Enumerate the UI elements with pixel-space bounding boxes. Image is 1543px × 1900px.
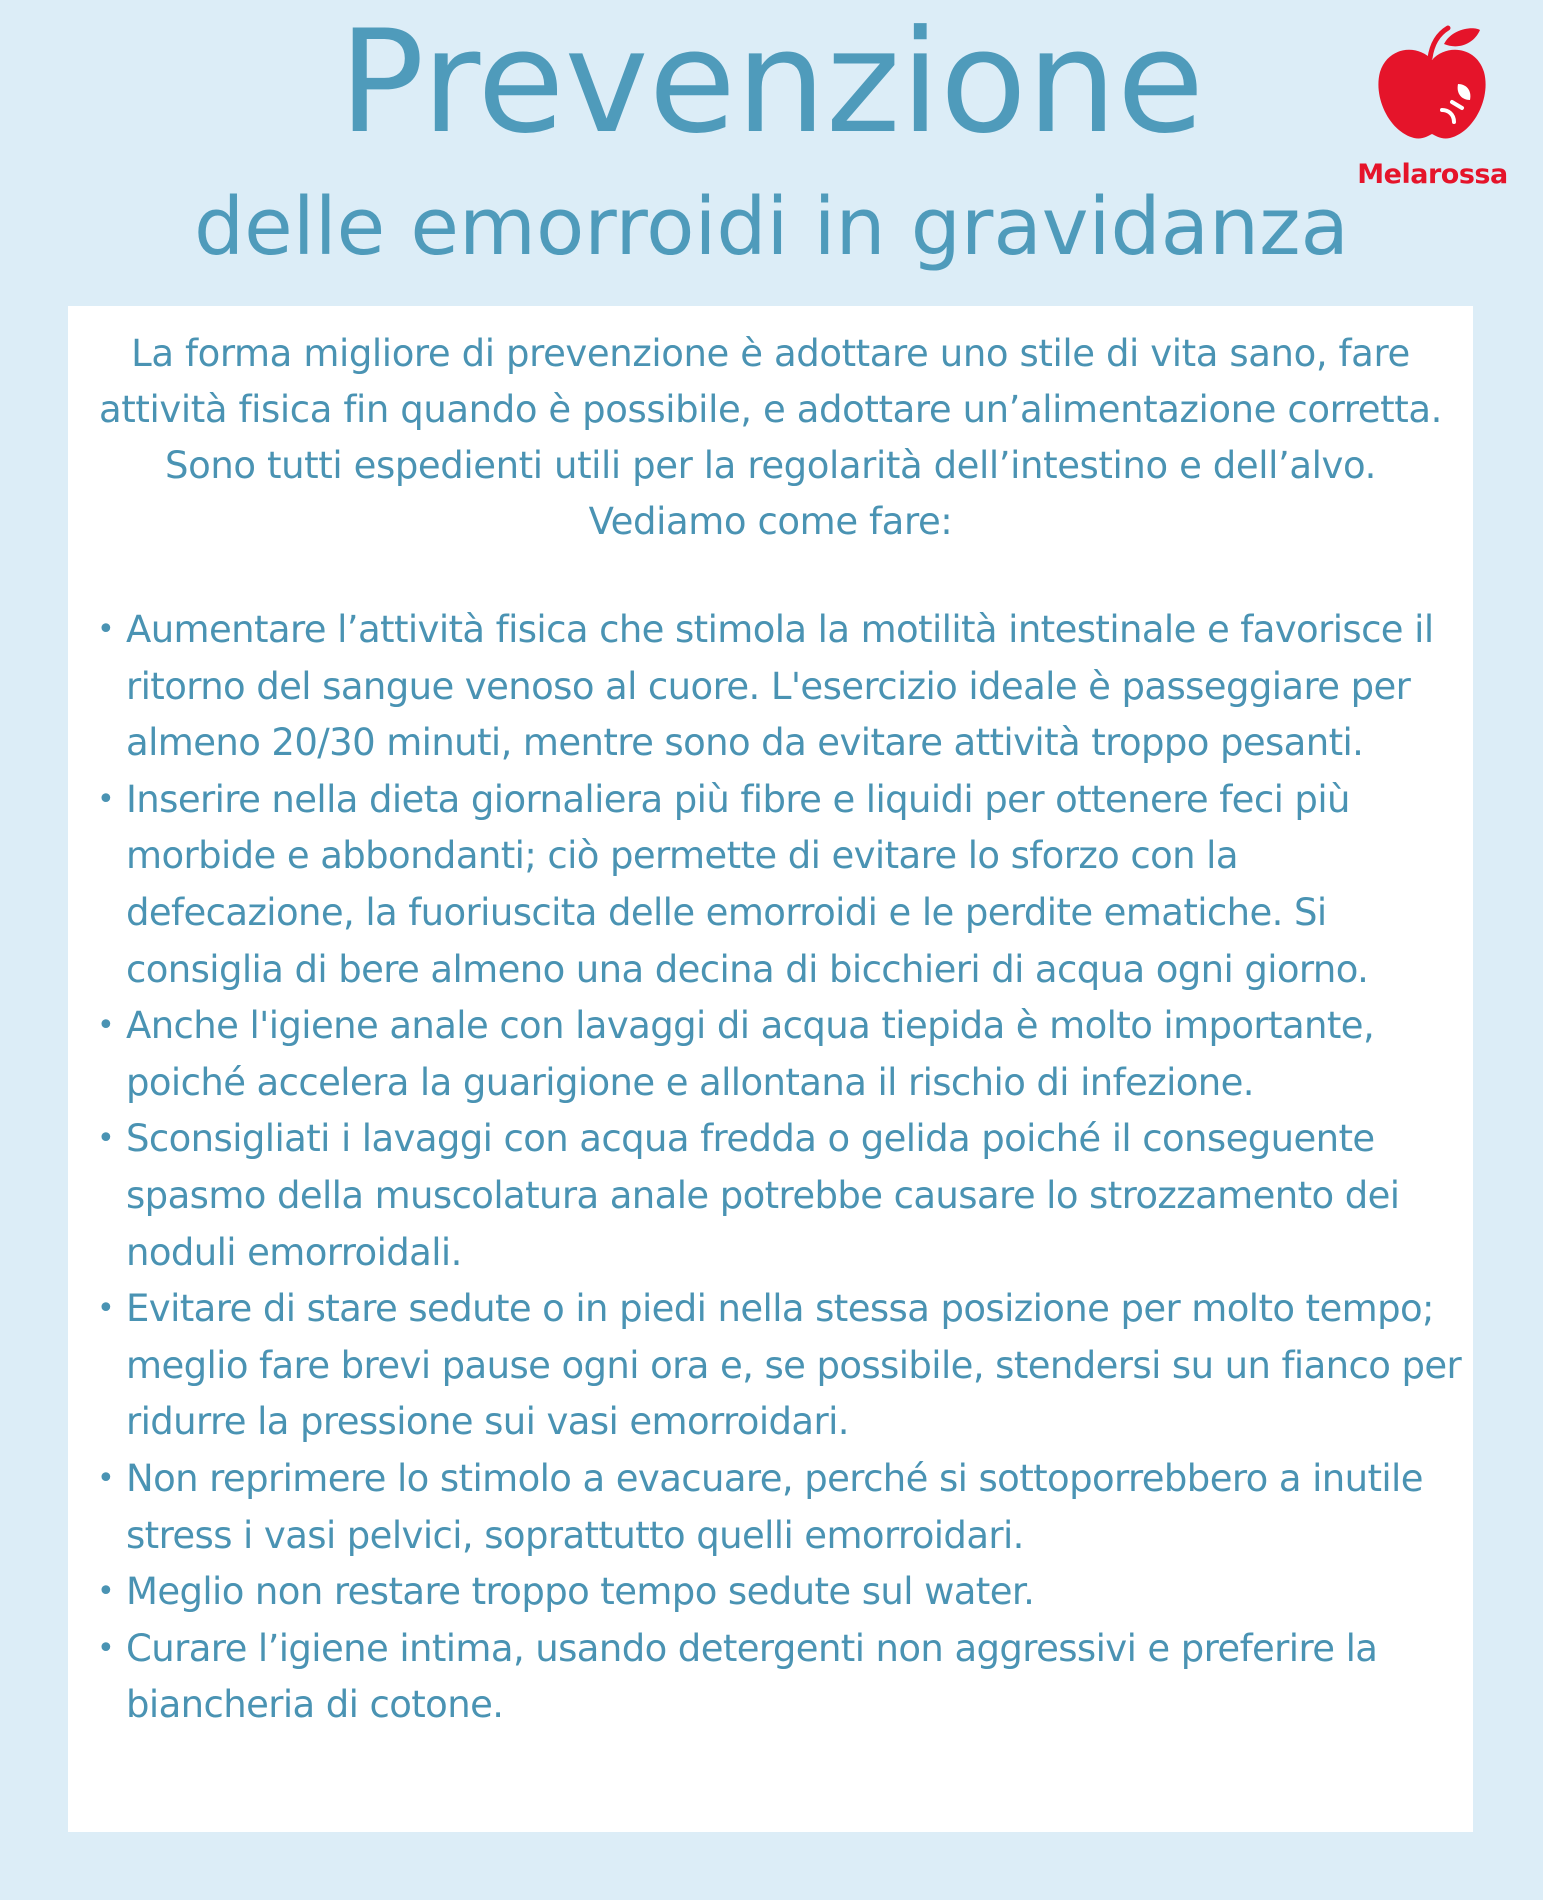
- tips-list: [92, 602, 1462, 1734]
- bullet-icon: •: [97, 781, 115, 817]
- intro-paragraph: La forma migliore di prevenzione è adottare uno stile di vita sano, fare attività fisica fin quando è possibile, e adottare un’alimentazione corretta. Sono tutti espedienti utili per la regolarità dell’intestino e dell’alvo. Vediamo come fare:: [99, 332, 1442, 543]
- content-card: [68, 306, 1473, 1832]
- bullet-icon: •: [97, 1008, 115, 1044]
- list-item: [92, 1451, 1462, 1564]
- apple-logo-icon: [1370, 22, 1495, 147]
- list-item: [92, 1281, 1462, 1451]
- bullet-icon: •: [97, 612, 115, 647]
- list-item: [92, 1621, 1462, 1734]
- tip-text: Non reprimere lo stimolo a evacuare, perché si sottoporrebbero a inutile stress i vasi pelvici, soprattutto quelli emorroidari.: [126, 1456, 1423, 1557]
- bullet-icon: •: [97, 1121, 115, 1157]
- bullet-icon: •: [97, 1630, 115, 1666]
- tip-text: Inserire nella dieta giornaliera più fibre e liquidi per ottenere feci più morbide e abbondanti; ciò permette di evitare lo sforzo con la defecazione, la fuoriuscita delle emorroidi e le perdite ematiche. Si consiglia di bere almeno una decina di bicchieri di acqua ogni giorno.: [126, 777, 1369, 991]
- bullet-icon: •: [97, 1460, 115, 1496]
- list-item: [92, 1111, 1462, 1281]
- tip-text: Anche l'igiene anale con lavaggi di acqua tiepida è molto importante, poiché accelera la guarigione e allontana il rischio di infezione.: [126, 1004, 1375, 1104]
- page-title: Prevenzione: [338, 0, 1205, 165]
- list-item: [92, 1564, 1462, 1621]
- list-item: [92, 602, 1462, 772]
- page-subtitle: delle emorroidi in gravidanza: [194, 181, 1349, 273]
- bullet-icon: •: [97, 1574, 115, 1610]
- list-item: [92, 998, 1462, 1111]
- bullet-icon: •: [97, 1291, 115, 1327]
- brand-name: Melarossa: [1357, 159, 1508, 190]
- tip-text: Curare l’igiene intima, usando detergenti non aggressivi e preferire la biancheria di cotone.: [126, 1626, 1378, 1727]
- tip-text: Sconsigliati i lavaggi con acqua fredda o gelida poiché il conseguente spasmo della muscolatura anale potrebbe causare lo strozzamento dei noduli emorroidali.: [126, 1117, 1400, 1274]
- list-item: [92, 772, 1462, 998]
- brand-logo: [1345, 22, 1520, 202]
- tip-text: Evitare di stare sedute o in piedi nella stessa posizione per molto tempo; meglio fare brevi pause ogni ora e, se possibile, stendersi su un fianco per ridurre la pressione sui vasi emorroidari.: [126, 1287, 1462, 1444]
- tip-text: Aumentare l’attività fisica che stimola la motilità intestinale e favorisce il ritorno del sangue venoso al cuore. L'esercizio ideale è passeggiare per almeno 20/30 minuti, mentre sono da evitare attività troppo pesanti.: [126, 608, 1434, 765]
- tip-text: Meglio non restare troppo tempo sedute sul water.: [126, 1570, 1035, 1614]
